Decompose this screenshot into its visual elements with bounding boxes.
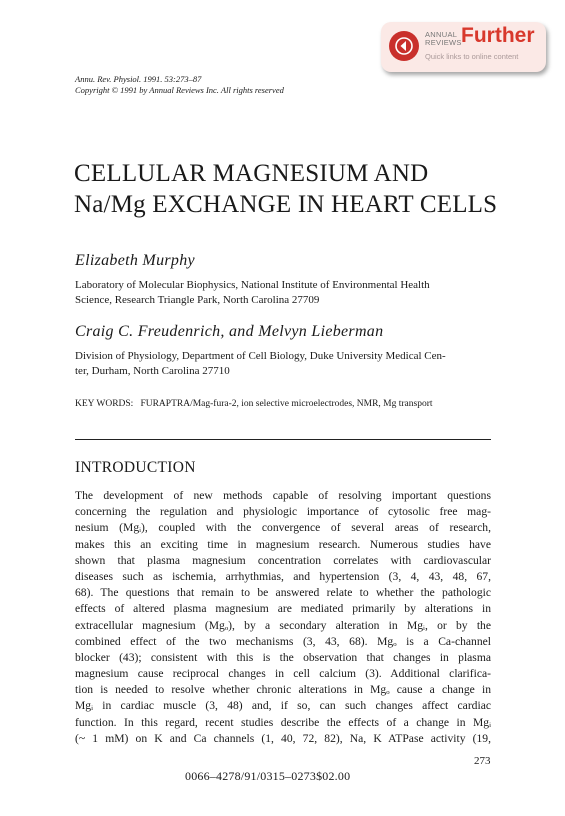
keywords-text: FURAPTRA/Mag-fura-2, ion selective microelectrodes, NMR, Mg transport [140,399,433,409]
journal-citation [75,74,284,96]
further-badge[interactable] [381,22,546,72]
body-line: combined effect of the two mechanisms (3, 43, 68). Mgₒ is a Ca-channel [75,634,491,648]
body-line: 68). The questions that remain to be answered relate to whether the pathologic [75,586,491,600]
body-line: (~ 1 mM) on K and Ca channels (1, 40, 72, 82), Na, K ATPase activity (19, [75,731,491,745]
body-line: tion is needed to resolve whether chronic alterations in Mgₒ cause a change in [75,683,491,697]
divider [75,439,491,440]
article-title [74,158,497,220]
annual-reviews-logo: ANNUAL REVIEWS [425,30,462,47]
keywords [75,399,433,409]
body-line: magnesium cause reciprocal changes in cell calcium (3). Additional clarifica- [75,667,491,681]
title-line-1: CELLULAR MAGNESIUM AND [74,160,429,187]
title-line-2: Na/Mg EXCHANGE IN HEART CELLS [74,191,498,218]
body-line: concerning the regulation and physiologic importance of cytosolic free mag- [75,505,491,519]
body-text [75,488,491,747]
body-line: Mgᵢ in cardiac muscle (3, 48) and, if so, can such changes affect cardiac [75,699,491,713]
section-heading: INTRODUCTION [75,459,196,476]
body-line: function. In this regard, recent studies describe the effects of a change in Mgᵢ [75,715,491,729]
body-line: blocker (43); consistent with this is the observation that changes in plasma [75,650,491,664]
body-line: shown that plasma magnesium concentration correlates with cardiovascular [75,553,491,567]
copyright-line: Copyright © 1991 by Annual Reviews Inc. All rights reserved [75,85,284,95]
body-line: The development of new methods capable of resolving important questions [75,489,491,502]
back-arrow-icon [389,31,419,61]
author-affiliation: Laboratory of Molecular Biophysics, National Institute of Environmental Health Science, Research Triangle Park, North Carolina 27709 [75,279,430,306]
citation-line: Annu. Rev. Physiol. 1991. 53:273–87 [75,74,202,84]
body-line: makes this an exciting time in magnesium research. Numerous studies have [75,537,491,551]
footer-code: 0066–4278/91/0315–0273$02.00 [185,769,351,783]
page-number: 273 [474,755,491,767]
body-line: extracellular magnesium (Mgₒ), by a secondary alteration in Mgᵢ, or by the [75,618,491,632]
author-affiliation: Division of Physiology, Department of Cell Biology, Duke University Medical Cen- ter, Durham, North Carolina 27710 [75,350,446,377]
further-label: Further [461,24,535,47]
body-line: diseases such as ischemia, arrhythmias, and hypertension (3, 4, 43, 48, 67, [75,569,491,583]
author-name: Craig C. Freudenrich, and Melvyn Lieberman [75,323,384,340]
author-name: Elizabeth Murphy [75,252,195,269]
keywords-label: KEY WORDS: [75,399,134,409]
body-line: nesium (Mgᵢ), coupled with the convergence of several areas of research, [75,521,491,535]
body-line: effects of altered plasma magnesium are mediated primarily by alterations in [75,602,491,616]
further-subtitle: Quick links to online content [425,52,519,61]
